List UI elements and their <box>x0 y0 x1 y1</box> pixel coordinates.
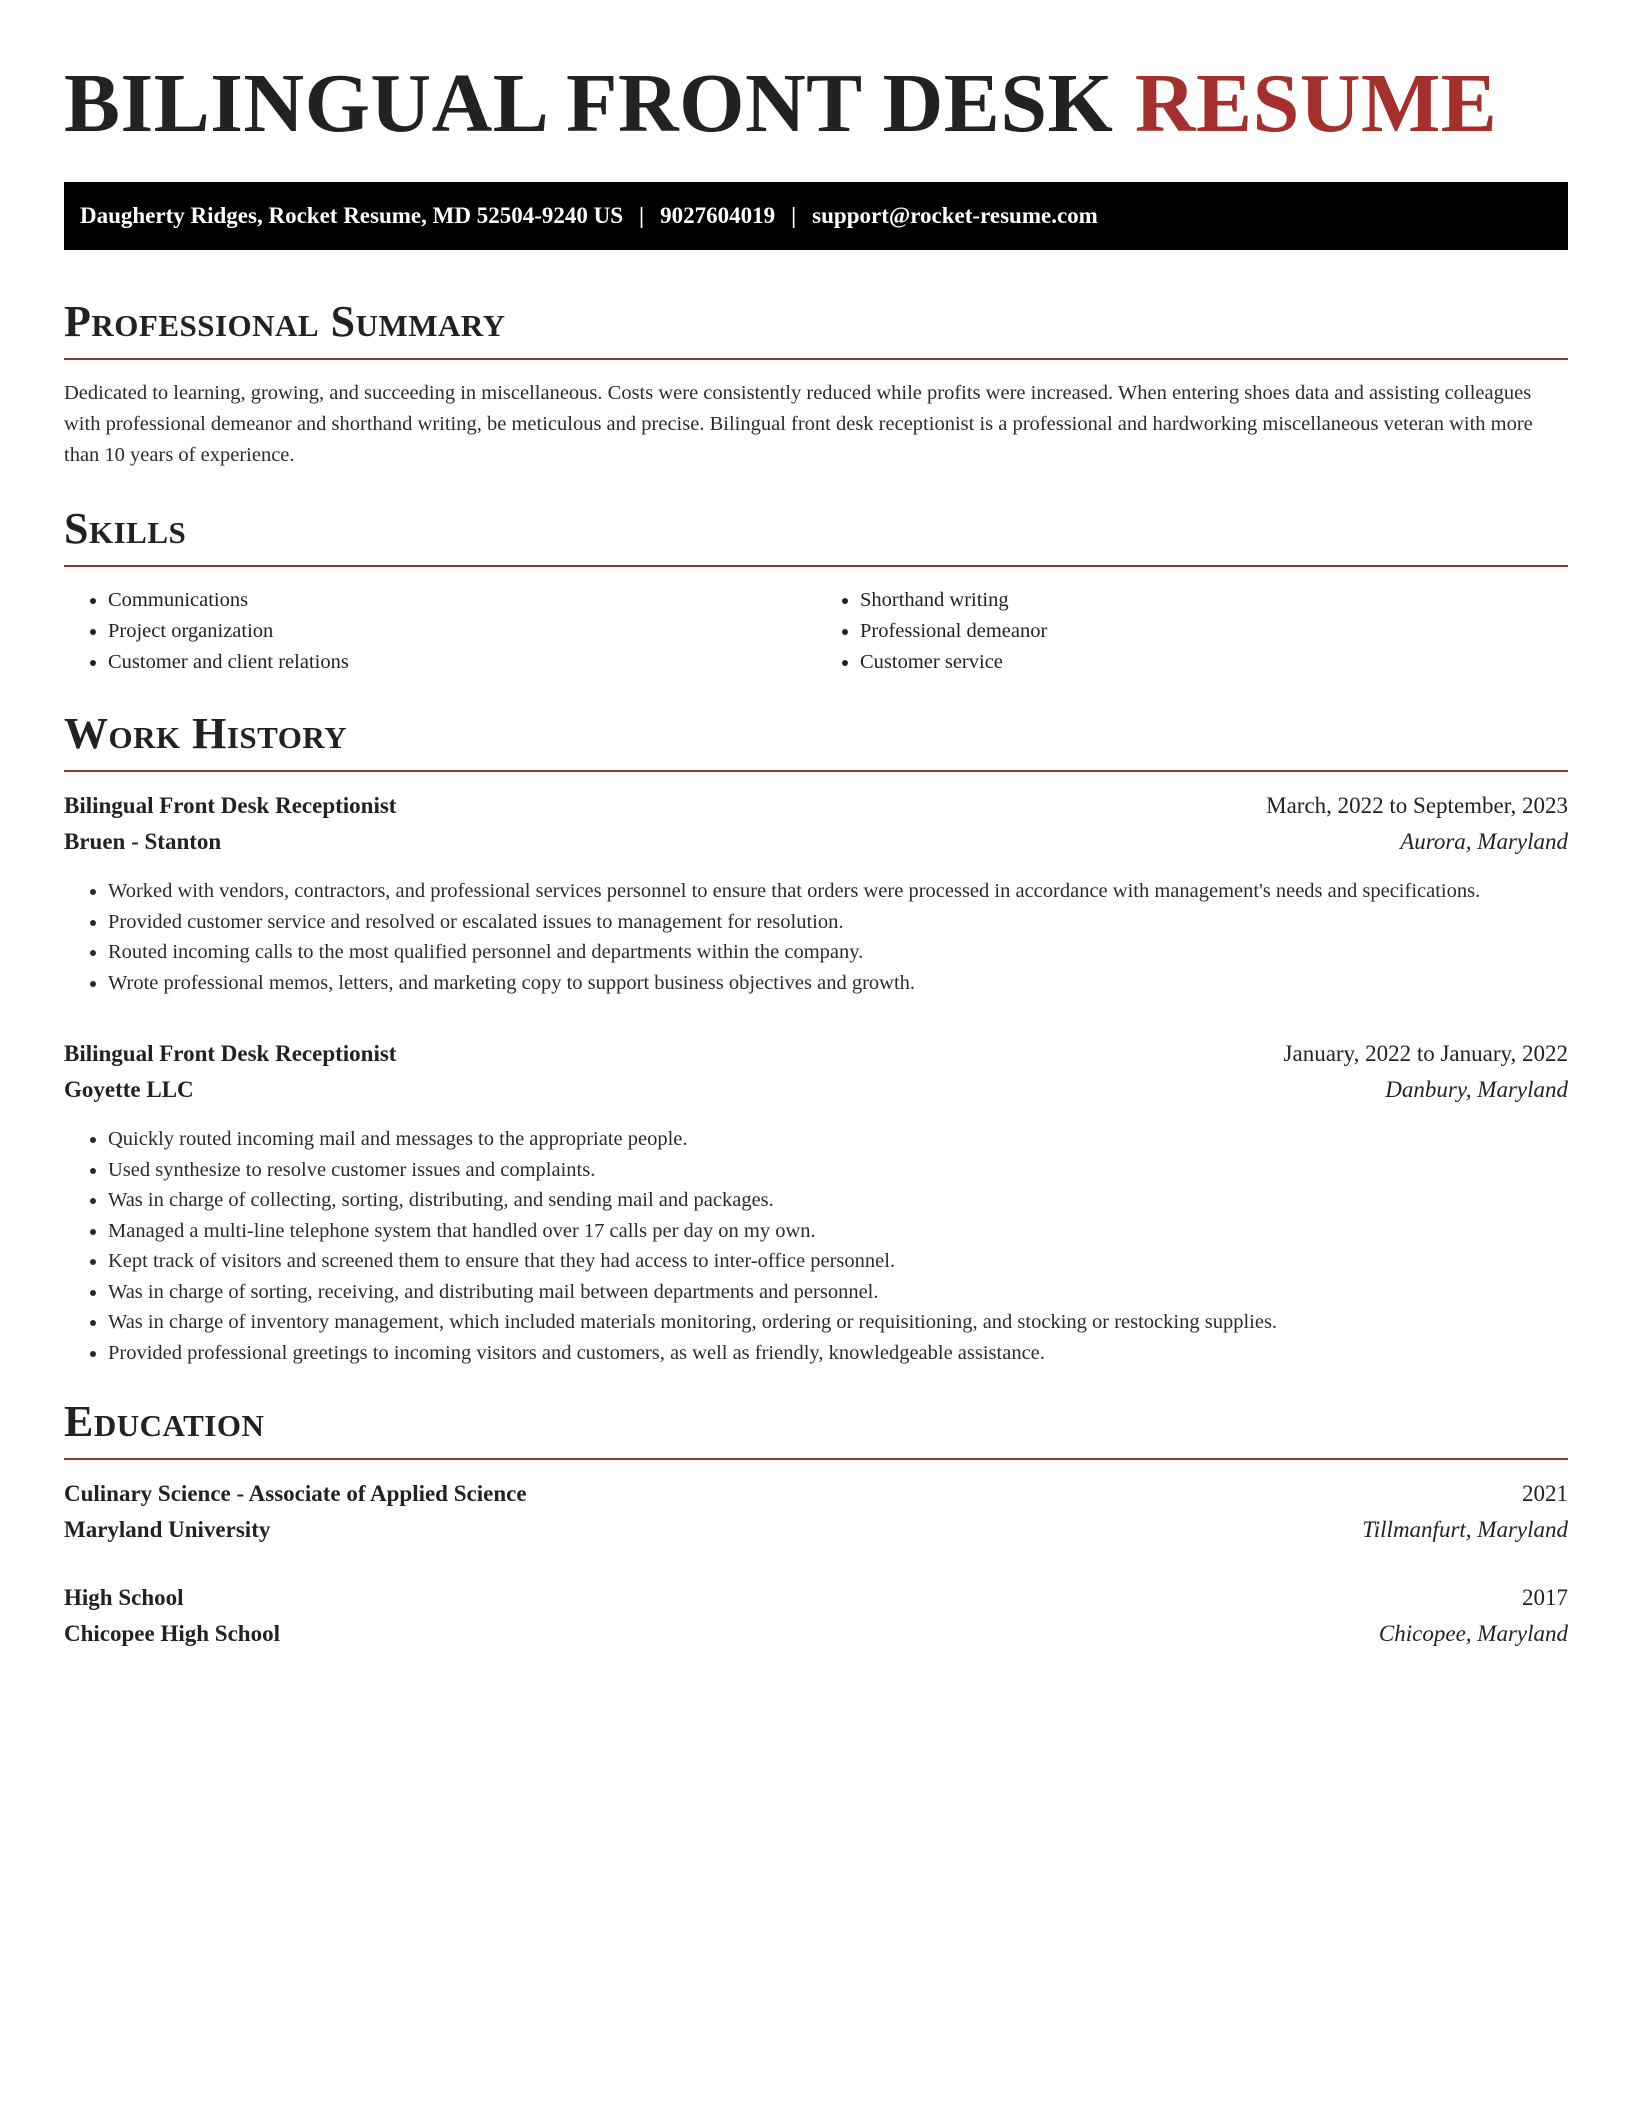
education-degree-row <box>64 1580 1568 1616</box>
job-header-row <box>64 1036 1568 1072</box>
education-degree-row <box>64 1476 1568 1512</box>
work-heading: Work History <box>64 709 348 758</box>
skill-item: • Project organization <box>108 616 816 647</box>
job-header-row <box>64 788 1568 824</box>
section-divider <box>64 565 1568 567</box>
job-bullet: • Wrote professional memos, letters, and marketing copy to support business objectives and growth. <box>108 968 1568 999</box>
job-bullets <box>64 876 1568 998</box>
job-bullet: • Provided customer service and resolved or escalated issues to management for resolution. <box>108 907 1568 938</box>
education-year: 2017 <box>1522 1585 1568 1610</box>
education-school-row <box>64 1616 1568 1652</box>
skills-list-left <box>64 585 816 678</box>
job-bullet: • Managed a multi-line telephone system that handled over 17 calls per day on my own. <box>108 1216 1568 1247</box>
resume-title <box>64 0 1568 154</box>
job-title: Bilingual Front Desk Receptionist <box>64 1041 397 1066</box>
job-bullet: • Kept track of visitors and screened them to ensure that they had access to inter-office personnel. <box>108 1246 1568 1277</box>
education-school-row <box>64 1512 1568 1548</box>
job-dates: March, 2022 to September, 2023 <box>1266 793 1568 818</box>
job-company-row <box>64 1072 1568 1108</box>
section-divider <box>64 770 1568 772</box>
summary-section <box>64 296 1568 471</box>
job-location: Aurora, Maryland <box>1400 829 1568 854</box>
job-bullet: • Routed incoming calls to the most qualified personnel and departments within the company. <box>108 937 1568 968</box>
job-entry <box>64 1036 1568 1368</box>
job-bullets <box>64 1124 1568 1368</box>
contact-separator: | <box>639 203 645 228</box>
title-main: BILINGUAL FRONT DESK <box>64 57 1114 150</box>
skill-item: • Shorthand writing <box>860 585 1568 616</box>
skills-list-right <box>816 585 1568 678</box>
job-company: Goyette LLC <box>64 1077 194 1102</box>
contact-bar <box>64 182 1568 250</box>
education-location: Tillmanfurt, Maryland <box>1362 1517 1568 1542</box>
job-bullet: • Provided professional greetings to incoming visitors and customers, as well as friendly, knowledgeable assistance. <box>108 1338 1568 1369</box>
skills-section <box>64 503 1568 678</box>
education-heading: Education <box>64 1397 265 1446</box>
job-bullet: • Quickly routed incoming mail and messages to the appropriate people. <box>108 1124 1568 1155</box>
job-bullet: • Used synthesize to resolve customer issues and complaints. <box>108 1155 1568 1186</box>
contact-phone: 9027604019 <box>660 203 776 228</box>
job-bullet: • Worked with vendors, contractors, and professional services personnel to ensure that orders were processed in accordance with management's needs and specifications. <box>108 876 1568 907</box>
education-year: 2021 <box>1522 1481 1568 1506</box>
skill-item: • Professional demeanor <box>860 616 1568 647</box>
contact-separator: | <box>791 203 797 228</box>
contact-address: Daugherty Ridges, Rocket Resume, MD 52504-9240 US <box>80 203 624 228</box>
education-entry <box>64 1580 1568 1652</box>
education-school: Maryland University <box>64 1517 271 1542</box>
contact-email: support@rocket-resume.com <box>812 203 1098 228</box>
education-section <box>64 1396 1568 1652</box>
section-divider <box>64 1458 1568 1460</box>
education-entry <box>64 1476 1568 1548</box>
job-company: Bruen - Stanton <box>64 829 222 854</box>
title-accent: RESUME <box>1134 57 1498 150</box>
education-degree: Culinary Science - Associate of Applied Science <box>64 1481 527 1506</box>
job-bullet: • Was in charge of inventory management, which included materials monitoring, ordering or requisitioning, and stocking or restocking supplies. <box>108 1307 1568 1338</box>
job-bullet: • Was in charge of collecting, sorting, distributing, and sending mail and packages. <box>108 1185 1568 1216</box>
skill-item: • Customer and client relations <box>108 647 816 678</box>
section-divider <box>64 358 1568 360</box>
job-title: Bilingual Front Desk Receptionist <box>64 793 397 818</box>
work-section <box>64 708 1568 1368</box>
job-entry <box>64 788 1568 998</box>
skill-item: • Customer service <box>860 647 1568 678</box>
summary-heading: Professional Summary <box>64 297 506 346</box>
skill-item: • Communications <box>108 585 816 616</box>
education-degree: High School <box>64 1585 184 1610</box>
summary-text: Dedicated to learning, growing, and succeeding in miscellaneous. Costs were consistently reduced while profits were increased. When entering shoes data and assisting colleagues with professional demeanor and shorthand writing, be meticulous and precise. Bilingual front desk receptionist is a professional and hardworking miscellaneous veteran with more than 10 years of experience. <box>64 382 1533 466</box>
job-company-row <box>64 824 1568 860</box>
skills-columns <box>64 585 1568 678</box>
education-school: Chicopee High School <box>64 1621 280 1646</box>
education-location: Chicopee, Maryland <box>1378 1621 1568 1646</box>
job-dates: January, 2022 to January, 2022 <box>1283 1041 1568 1066</box>
skills-heading: Skills <box>64 504 187 553</box>
job-location: Danbury, Maryland <box>1385 1077 1568 1102</box>
job-bullet: • Was in charge of sorting, receiving, and distributing mail between departments and personnel. <box>108 1277 1568 1308</box>
